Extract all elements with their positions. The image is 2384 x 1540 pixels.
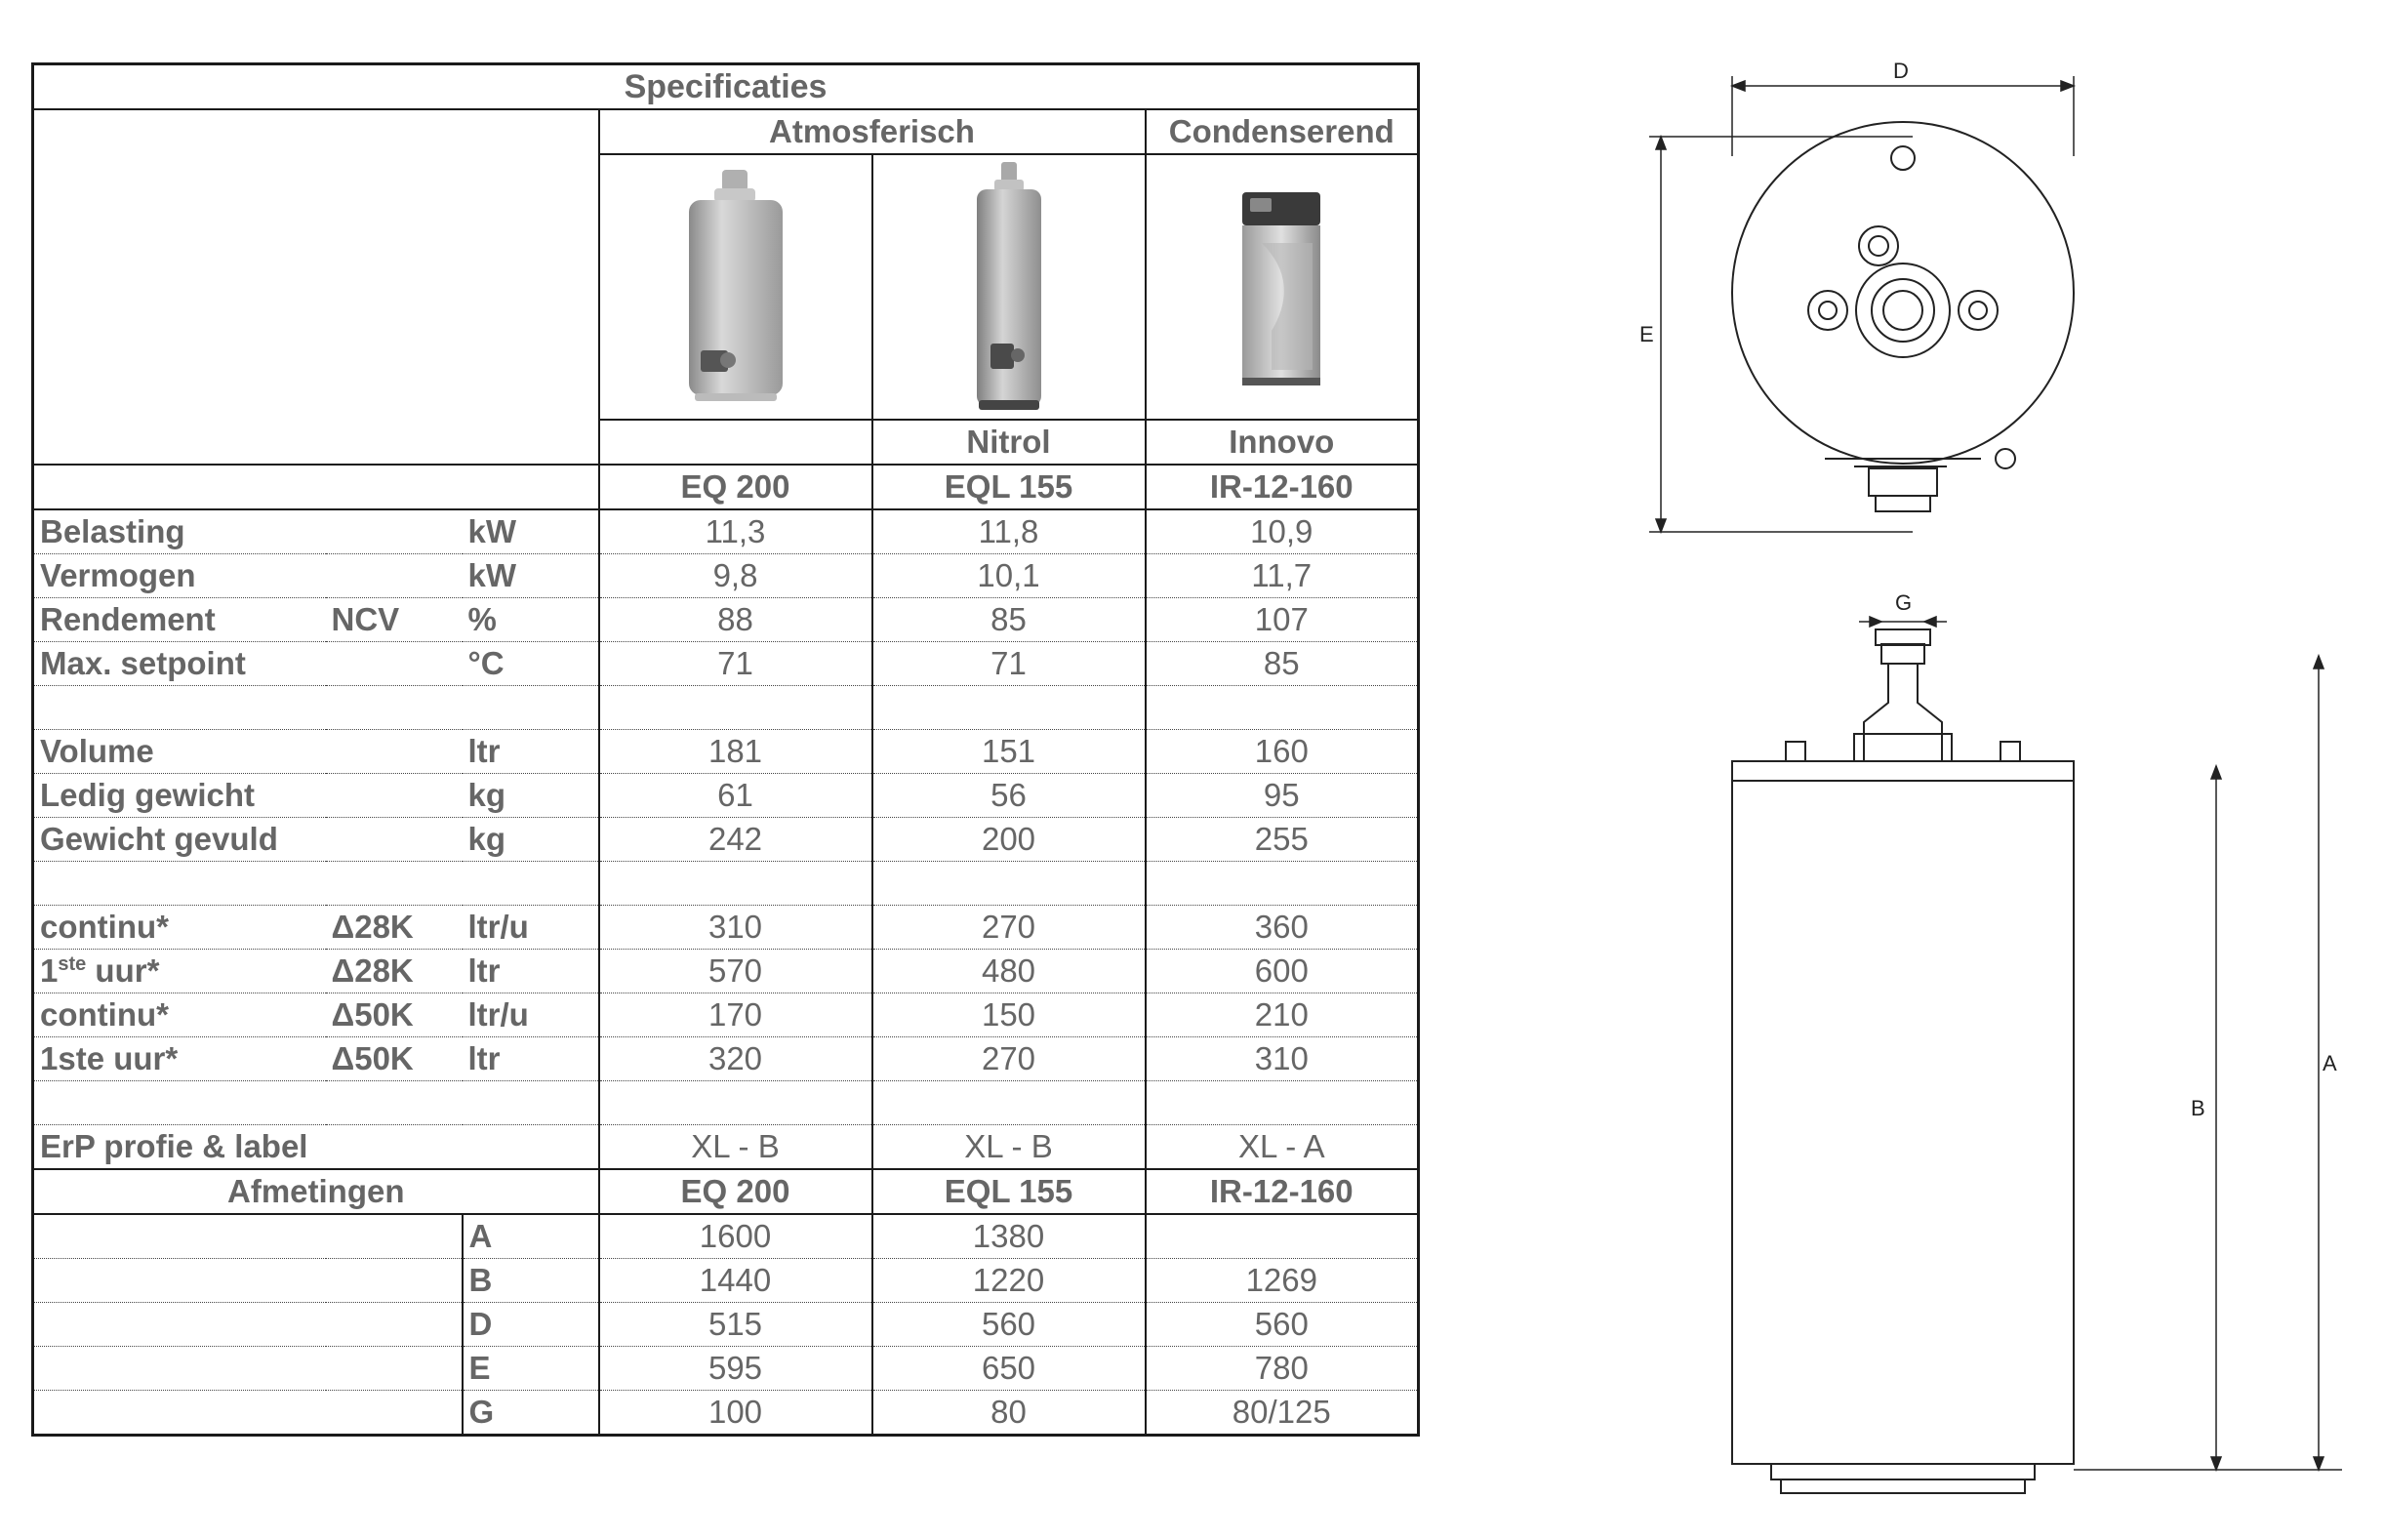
afm-key: G bbox=[463, 1391, 599, 1436]
value-eql155: 560 bbox=[872, 1303, 1146, 1347]
row-volume bbox=[33, 730, 1419, 774]
value-eql155: 1380 bbox=[872, 1214, 1146, 1259]
model-row-spacer bbox=[33, 465, 599, 509]
value-eq200: 71 bbox=[599, 642, 872, 686]
row-unit: ltr/u bbox=[463, 993, 599, 1037]
product-image-eq200 bbox=[599, 154, 872, 420]
value-eql155: 10,1 bbox=[872, 554, 1146, 598]
value-eql155: 200 bbox=[872, 818, 1146, 862]
model-eql155: EQL 155 bbox=[872, 465, 1146, 509]
value-eql155: 71 bbox=[872, 642, 1146, 686]
model-ir12160: IR-12-160 bbox=[1146, 465, 1419, 509]
value-ir12160: 360 bbox=[1146, 906, 1419, 950]
value-ir12160: 107 bbox=[1146, 598, 1419, 642]
value-ir12160: 600 bbox=[1146, 950, 1419, 993]
row-label: continu* bbox=[33, 993, 326, 1037]
value-eq200: 1440 bbox=[599, 1259, 872, 1303]
row-qualifier: Δ50K bbox=[326, 1037, 463, 1081]
row-1ste-uur-28k bbox=[33, 950, 1419, 993]
row-qualifier bbox=[326, 774, 463, 818]
value-ir12160: XL - A bbox=[1146, 1125, 1419, 1170]
row-label: Max. setpoint bbox=[33, 642, 326, 686]
value-eq200: 170 bbox=[599, 993, 872, 1037]
row-rendement bbox=[33, 598, 1419, 642]
side-view-drawing bbox=[1732, 629, 2074, 1493]
afm-row-b bbox=[33, 1259, 1419, 1303]
afm-model-eql155: EQL 155 bbox=[872, 1169, 1146, 1214]
label-a: A bbox=[2323, 1051, 2337, 1075]
value-eq200: 181 bbox=[599, 730, 872, 774]
empty-header-cell bbox=[33, 109, 599, 465]
row-label: Vermogen bbox=[33, 554, 326, 598]
value-ir12160: 95 bbox=[1146, 774, 1419, 818]
row-unit: kg bbox=[463, 818, 599, 862]
value-eql155: 56 bbox=[872, 774, 1146, 818]
value-eql155: XL - B bbox=[872, 1125, 1146, 1170]
brand-eql155: Nitrol bbox=[872, 420, 1146, 465]
value-ir12160: 210 bbox=[1146, 993, 1419, 1037]
afm-key: A bbox=[463, 1214, 599, 1259]
afm-key: B bbox=[463, 1259, 599, 1303]
group-atmospheric: Atmosferisch bbox=[599, 109, 1146, 154]
row-qualifier bbox=[326, 554, 463, 598]
value-eq200: 11,3 bbox=[599, 509, 872, 554]
dimension-drawing bbox=[1620, 39, 2381, 1522]
table-title: Specificaties bbox=[33, 64, 1419, 110]
row-qualifier bbox=[326, 730, 463, 774]
value-eql155: 85 bbox=[872, 598, 1146, 642]
row-1ste-uur-50k bbox=[33, 1037, 1419, 1081]
blank-row bbox=[33, 686, 1419, 730]
value-eq200: 310 bbox=[599, 906, 872, 950]
row-qualifier: Δ50K bbox=[326, 993, 463, 1037]
row-qualifier: Δ28K bbox=[326, 906, 463, 950]
row-unit: kW bbox=[463, 554, 599, 598]
row-label: Ledig gewicht bbox=[33, 774, 326, 818]
row-qualifier: Δ28K bbox=[326, 950, 463, 993]
value-eql155: 150 bbox=[872, 993, 1146, 1037]
value-eq200: XL - B bbox=[599, 1125, 872, 1170]
row-setpoint bbox=[33, 642, 1419, 686]
value-eq200: 61 bbox=[599, 774, 872, 818]
value-eql155: 650 bbox=[872, 1347, 1146, 1391]
value-ir12160: 1269 bbox=[1146, 1259, 1419, 1303]
row-unit: ltr bbox=[463, 1037, 599, 1081]
value-ir12160: 780 bbox=[1146, 1347, 1419, 1391]
water-heater-eql155-icon bbox=[965, 160, 1053, 414]
row-qualifier bbox=[326, 818, 463, 862]
label-d: D bbox=[1893, 59, 1909, 83]
value-eql155: 480 bbox=[872, 950, 1146, 993]
label-b: B bbox=[2191, 1096, 2205, 1120]
value-ir12160: 310 bbox=[1146, 1037, 1419, 1081]
afmetingen-header bbox=[33, 1169, 1419, 1214]
row-label: 1ste uur* bbox=[33, 1037, 326, 1081]
value-ir12160: 10,9 bbox=[1146, 509, 1419, 554]
value-eq200: 242 bbox=[599, 818, 872, 862]
row-ledig-gewicht bbox=[33, 774, 1419, 818]
dimension-lines bbox=[1649, 76, 2342, 1470]
row-erp bbox=[33, 1125, 1419, 1170]
row-label: Rendement bbox=[33, 598, 326, 642]
value-eq200: 88 bbox=[599, 598, 872, 642]
row-vermogen bbox=[33, 554, 1419, 598]
value-eq200: 595 bbox=[599, 1347, 872, 1391]
value-eq200: 320 bbox=[599, 1037, 872, 1081]
value-eql155: 1220 bbox=[872, 1259, 1146, 1303]
value-eq200: 570 bbox=[599, 950, 872, 993]
label-e: E bbox=[1639, 322, 1654, 346]
row-unit: °C bbox=[463, 642, 599, 686]
value-eql155: 270 bbox=[872, 906, 1146, 950]
afm-row-a bbox=[33, 1214, 1419, 1259]
group-condensing: Condenserend bbox=[1146, 109, 1419, 154]
afm-model-ir12160: IR-12-160 bbox=[1146, 1169, 1419, 1214]
product-image-ir12160 bbox=[1146, 154, 1419, 420]
row-belasting bbox=[33, 509, 1419, 554]
water-heater-eq200-icon bbox=[677, 165, 794, 409]
row-unit: ltr bbox=[463, 950, 599, 993]
afmetingen-title: Afmetingen bbox=[33, 1169, 599, 1214]
specifications-table bbox=[31, 62, 1420, 1437]
value-ir12160: 160 bbox=[1146, 730, 1419, 774]
row-label: 1ste uur* bbox=[33, 950, 326, 993]
afm-key: E bbox=[463, 1347, 599, 1391]
value-eql155: 11,8 bbox=[872, 509, 1146, 554]
brand-ir12160: Innovo bbox=[1146, 420, 1419, 465]
row-label: ErP profie & label bbox=[33, 1125, 599, 1170]
value-ir12160 bbox=[1146, 1214, 1419, 1259]
value-eql155: 270 bbox=[872, 1037, 1146, 1081]
value-eql155: 80 bbox=[872, 1391, 1146, 1436]
row-unit: ltr/u bbox=[463, 906, 599, 950]
row-gewicht-gevuld bbox=[33, 818, 1419, 862]
row-label: Belasting bbox=[33, 509, 326, 554]
model-eq200: EQ 200 bbox=[599, 465, 872, 509]
value-ir12160: 255 bbox=[1146, 818, 1419, 862]
row-label: Gewicht gevuld bbox=[33, 818, 326, 862]
row-unit: % bbox=[463, 598, 599, 642]
value-eq200: 100 bbox=[599, 1391, 872, 1436]
afm-row-e bbox=[33, 1347, 1419, 1391]
row-continu-50k bbox=[33, 993, 1419, 1037]
water-heater-ir12160-icon bbox=[1232, 184, 1330, 389]
row-unit: kW bbox=[463, 509, 599, 554]
row-qualifier bbox=[326, 509, 463, 554]
brand-eq200 bbox=[599, 420, 872, 465]
value-ir12160: 11,7 bbox=[1146, 554, 1419, 598]
value-ir12160: 80/125 bbox=[1146, 1391, 1419, 1436]
row-unit: kg bbox=[463, 774, 599, 818]
value-eql155: 151 bbox=[872, 730, 1146, 774]
value-eq200: 1600 bbox=[599, 1214, 872, 1259]
afm-row-g bbox=[33, 1391, 1419, 1436]
top-view-drawing bbox=[1732, 122, 2074, 511]
row-label: continu* bbox=[33, 906, 326, 950]
value-ir12160: 560 bbox=[1146, 1303, 1419, 1347]
row-label: Volume bbox=[33, 730, 326, 774]
row-unit: ltr bbox=[463, 730, 599, 774]
value-ir12160: 85 bbox=[1146, 642, 1419, 686]
row-qualifier: NCV bbox=[326, 598, 463, 642]
blank-row bbox=[33, 1081, 1419, 1125]
blank-row bbox=[33, 862, 1419, 906]
row-continu-28k bbox=[33, 906, 1419, 950]
afm-row-d bbox=[33, 1303, 1419, 1347]
afm-key: D bbox=[463, 1303, 599, 1347]
afm-model-eq200: EQ 200 bbox=[599, 1169, 872, 1214]
product-image-eql155 bbox=[872, 154, 1146, 420]
row-qualifier bbox=[326, 642, 463, 686]
label-g: G bbox=[1895, 590, 1913, 615]
value-eq200: 9,8 bbox=[599, 554, 872, 598]
value-eq200: 515 bbox=[599, 1303, 872, 1347]
